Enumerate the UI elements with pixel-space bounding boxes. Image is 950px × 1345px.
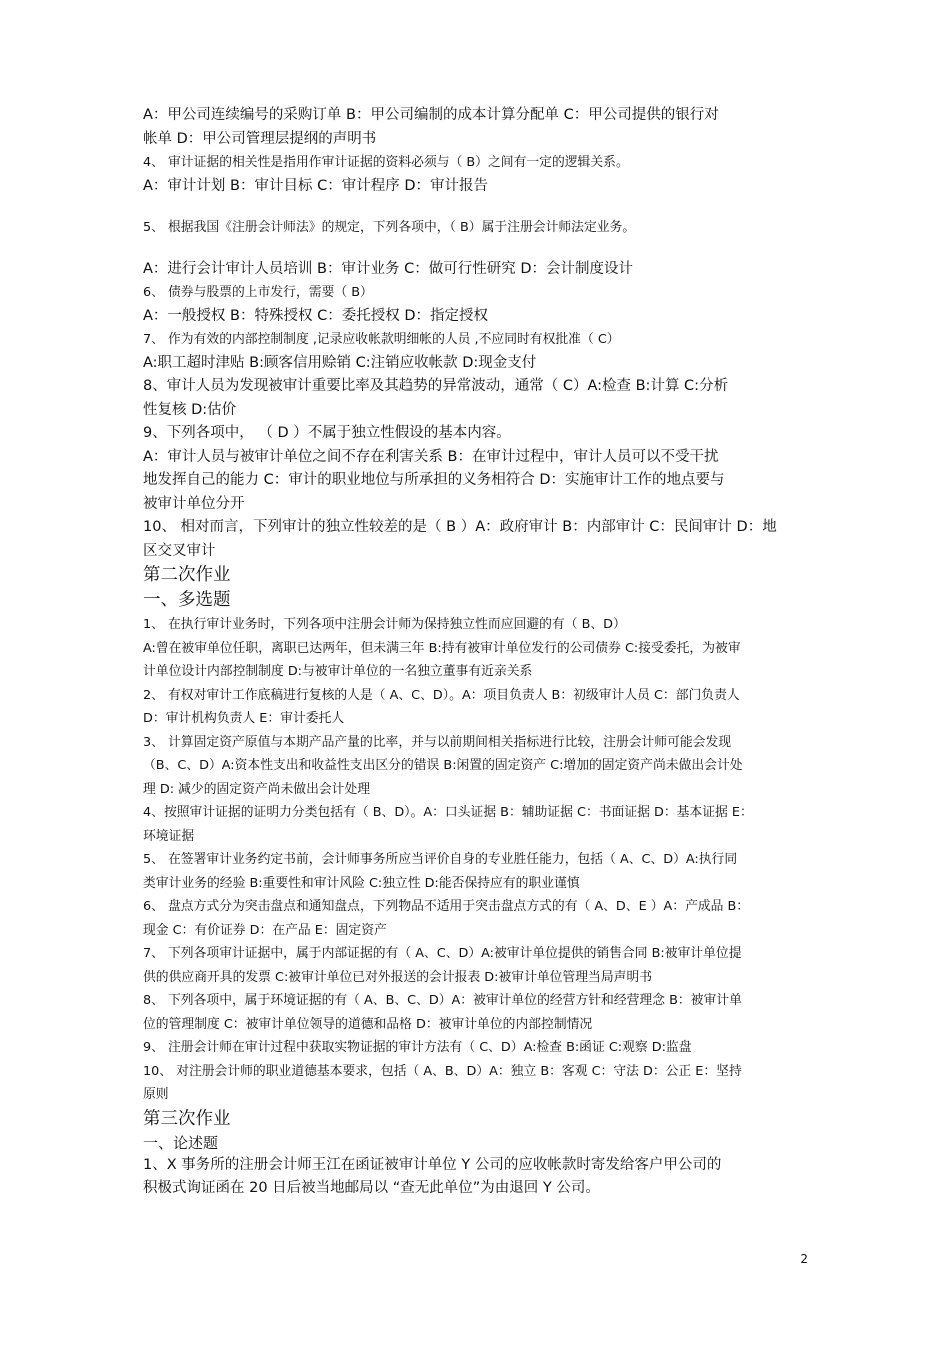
text-line: 性复核 D:估价: [143, 401, 237, 418]
section-heading: 第三次作业: [143, 1108, 231, 1129]
text-line: 8、审计人员为发现被审计重要比率及其趋势的异常波动，通常（ C）A:检查 B:计算 C:分析: [143, 378, 729, 394]
text-line: 9、 注册会计师在审计过程中获取实物证据的审计方法有（ C、D）A:检查 B:函证 C:观察 D:监盘: [143, 1040, 692, 1055]
text-line: （B、C、D）A:资本性支出和收益性支出区分的错误 B:闲置的固定资产 C:增加的固定资产尚未做出会计处: [143, 758, 743, 773]
text-line: 10、 相对而言，下列审计的独立性较差的是（ B ）A：政府审计 B：内部审计 C：民间审计 D：地: [143, 519, 777, 535]
section-heading: 第二次作业: [143, 565, 231, 585]
text-line: 4、 审计证据的相关性是指用作审计证据的资料必须与（ B）之间有一定的逻辑关系。: [143, 155, 629, 170]
text-line: 现金 C：有价证券 D：在产品 E：固定资产: [143, 922, 387, 938]
section-heading: 一、多选题: [143, 590, 231, 610]
text-line: 3、 计算固定资产原值与本期产品产量的比率，并与以前期间相关指标进行比较，注册会计师可能会发现: [143, 734, 732, 750]
text-line: 类审计业务的经验 B:重要性和审计风险 C:独立性 D:能否保持应有的职业谨慎: [143, 875, 580, 891]
text-line: 10、 对注册会计师的职业道德基本要求，包括（ A、B、D）A：独立 B：客观 C：守法 D：公正 E：坚持: [143, 1063, 742, 1079]
text-line: 1、 在执行审计业务时，下列各项中注册会计师为保持独立性而应回避的有（ B、D）: [143, 617, 626, 632]
text-line: 帐单 D：甲公司管理层提纲的声明书: [143, 130, 377, 147]
text-line: 理 D: 减少的固定资产尚未做出会计处理: [143, 781, 371, 797]
text-line: 位的管理制度 C：被审计单位领导的道德和品格 D：被审计单位的内部控制情况: [143, 1016, 593, 1032]
text-line: A：一般授权 B：特殊授权 C：委托授权 D：指定授权: [143, 307, 488, 324]
text-line: D：审计机构负责人 E：审计委托人: [143, 711, 345, 726]
spacer: [143, 198, 808, 216]
text-line: 积极式询证函在 20 日后被当地邮局以 “查无此单位”为由退回 Y 公司。: [143, 1180, 600, 1196]
text-line: 8、 下列各项中，属于环境证据的有（ A、B、C、D）A：被审计单位的经营方针和经营理念 B：被审计单: [143, 993, 742, 1008]
text-line: 原则: [143, 1087, 169, 1102]
text-line: 供的供应商开具的发票 C:被审计单位已对外报送的会计报表 D:被审计单位管理当局声明书: [143, 969, 653, 985]
text-line: 7、 下列各项审计证据中，属于内部证据的有（ A、C、D）A:被审计单位提供的销售合同 B:被审计单位提: [143, 946, 742, 961]
document-body: [143, 104, 808, 1201]
text-line: A：甲公司连续编号的采购订单 B：甲公司编制的成本计算分配单 C：甲公司提供的银行对: [143, 107, 719, 123]
text-line: 计单位设计内部控制制度 D:与被审计单位的一名独立董事有近亲关系: [143, 664, 533, 679]
text-line: A：审计人员与被审计单位之间不存在利害关系 B：在审计过程中，审计人员可以不受干扰: [143, 448, 719, 465]
text-line: 7、 作为有效的内部控制制度 ,记录应收帐款明细帐的人员 ,不应同时有权批准（ C）: [143, 332, 620, 347]
text-line: 区交叉审计: [143, 542, 216, 559]
page-number: 2: [800, 1252, 808, 1266]
text-line: 环境证据: [143, 828, 195, 844]
spacer: [143, 240, 808, 258]
text-line: 9、下列各项中， （ D ）不属于独立性假设的基本内容。: [143, 425, 511, 441]
text-line: A：进行会计审计人员培训 B：审计业务 C：做可行性研究 D：会计制度设计: [143, 260, 633, 277]
text-line: 6、 盘点方式分为突击盘点和通知盘点，下列物品不适用于突击盘点方式的有（ A、D、E ）A：产成品 B：: [143, 899, 750, 914]
text-line: 4、按照审计证据的证明力分类包括有（ B、D）。A：口头证据 B：辅助证据 C：书面证据 D：基本证据 E：: [143, 805, 753, 820]
subsection-heading: 一、论述题: [143, 1133, 219, 1152]
text-line: 被审计单位分开: [143, 495, 245, 512]
text-line: 1、X 事务所的注册会计师王江在函证被审计单位 Y 公司的应收帐款时寄发给客户甲公司的: [143, 1156, 722, 1173]
text-line: A:曾在被审单位任职，离职已达两年，但未满三年 B:持有被审计单位发行的公司债券 C:接受委托，为被审: [143, 640, 741, 656]
text-line: 2、 有权对审计工作底稿进行复核的人是（ A、C、D）。A：项目负责人 B：初级审计人员 C：部门负责人: [143, 687, 740, 703]
text-line: 地发挥自己的能力 C：审计的职业地位与所承担的义务相符合 D：实施审计工作的地点要与: [143, 472, 725, 488]
text-line: 5、 根据我国《注册会计师法》的规定，下列各项中，（ B）属于注册会计师法定业务。: [143, 220, 636, 235]
text-line: 6、 债券与股票的上市发行，需要（ B）: [143, 285, 373, 300]
text-line: A:职工超时津贴 B:顾客信用赊销 C:注销应收帐款 D:现金支付: [143, 354, 537, 371]
text-line: 5、 在签署审计业务约定书前，会计师事务所应当评价自身的专业胜任能力，包括（ A、C、D）A:执行同: [143, 852, 738, 867]
text-line: A：审计计划 B：审计目标 C：审计程序 D：审计报告: [143, 177, 488, 194]
